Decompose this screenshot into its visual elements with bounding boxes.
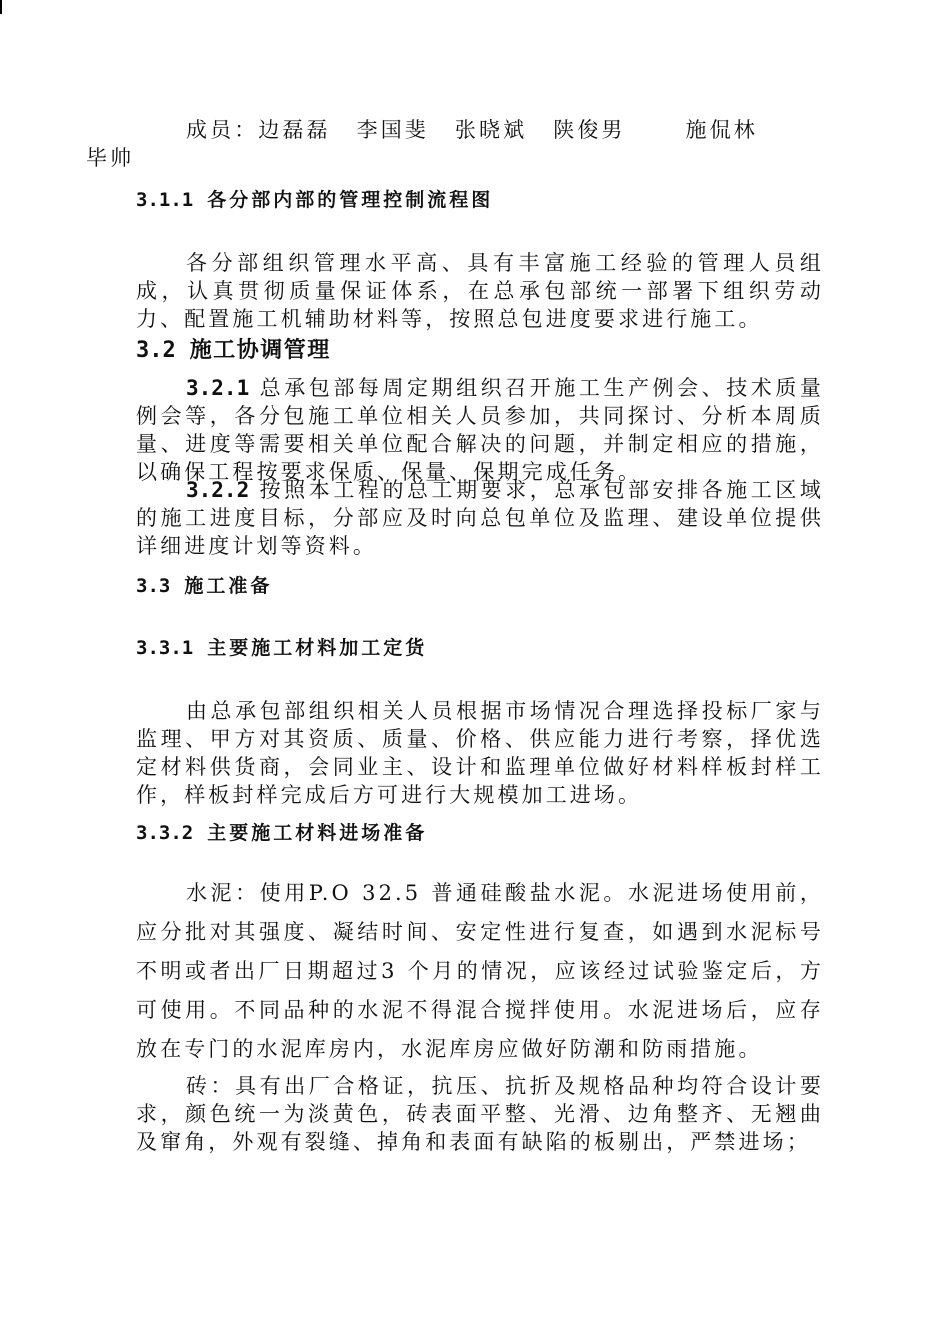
- section-title: 施工准备: [184, 575, 273, 597]
- clause-number: 3.2.2: [186, 478, 250, 502]
- section-number: 3.3: [136, 575, 171, 597]
- paragraph-3-2-2: [136, 476, 824, 560]
- paragraph-brick: 砖：具有出厂合格证，抗压、抗折及规格品种均符合设计要求，颜色统一为淡黄色，砖表面平整、光滑、边角整齐、无翘曲及窜角，外观有裂缝、掉角和表面有缺陷的板剔出，严禁进场；: [136, 1074, 824, 1154]
- section-number: 3.2: [136, 338, 176, 363]
- section-number: 3.1.1: [136, 189, 194, 211]
- member-name: 毕帅: [86, 146, 135, 170]
- heading-3-3-1: [136, 635, 427, 661]
- section-title: 主要施工材料加工定货: [207, 637, 428, 659]
- member-name: 施侃林: [685, 118, 758, 142]
- clause-text: 总承包部每周定期组织召开施工生产例会、技术质量例会等，各分包施工单位相关人员参加，共同探讨、分析本周质量、进度等需要相关单位配合解决的问题，并制定相应的措施，以确保工程按要求保质、保量、保期完成任务。: [136, 376, 824, 484]
- section-number: 3.3.1: [136, 637, 194, 659]
- heading-3-3: [136, 573, 272, 599]
- section-title: 各分部内部的管理控制流程图: [207, 189, 494, 211]
- heading-3-3-2: [136, 820, 427, 846]
- section-title: 主要施工材料进场准备: [207, 822, 428, 844]
- paragraph-3-1-1: 各分部组织管理水平高、具有丰富施工经验的管理人员组成，认真贯彻质量保证体系，在总承包部统一部署下组织劳动力、配置施工机辅助材料等，按照总包进度要求进行施工。: [136, 251, 824, 331]
- paragraph-3-3-1: 由总承包部组织相关人员根据市场情况合理选择投标厂家与监理、甲方对其资质、质量、价格、供应能力进行考察，择优选定材料供货商，会同业主、设计和监理单位做好材料样板封样工作，样板封样完成后方可进行大规模加工进场。: [136, 699, 824, 807]
- member-name: 张晓斌: [454, 118, 528, 142]
- heading-3-2: [136, 336, 331, 366]
- member-name: 陕俊男: [553, 118, 626, 142]
- member-name: 李国斐: [356, 118, 429, 142]
- paragraph-cement: 水泥：使用P.O 32.5 普通硅酸盐水泥。水泥进场使用前，应分批对其强度、凝结时间、安定性进行复查，如遇到水泥标号不明或者出厂日期超过3 个月的情况，应该经过试验鉴定后，方可使用。不同品种的水泥不得混合搅拌使用。水泥进场后，应存放在专门的水泥库房内，水泥库房应做好防潮和防雨措施。: [136, 881, 824, 1061]
- section-number: 3.3.2: [136, 822, 194, 844]
- members-paragraph: [86, 116, 824, 172]
- section-title: 施工协调管理: [189, 338, 331, 363]
- heading-3-1-1: [136, 187, 493, 213]
- page-edge-mark: [0, 0, 2, 14]
- paragraph-3-2-1: [136, 374, 824, 486]
- members-label: 成员：边磊磊: [186, 118, 331, 142]
- clause-number: 3.2.1: [186, 376, 250, 400]
- clause-text: 按照本工程的总工期要求，总承包部安排各施工区域的施工进度目标，分部应及时向总包单位及监理、建设单位提供详细进度计划等资料。: [136, 478, 824, 558]
- members-line: [186, 118, 758, 142]
